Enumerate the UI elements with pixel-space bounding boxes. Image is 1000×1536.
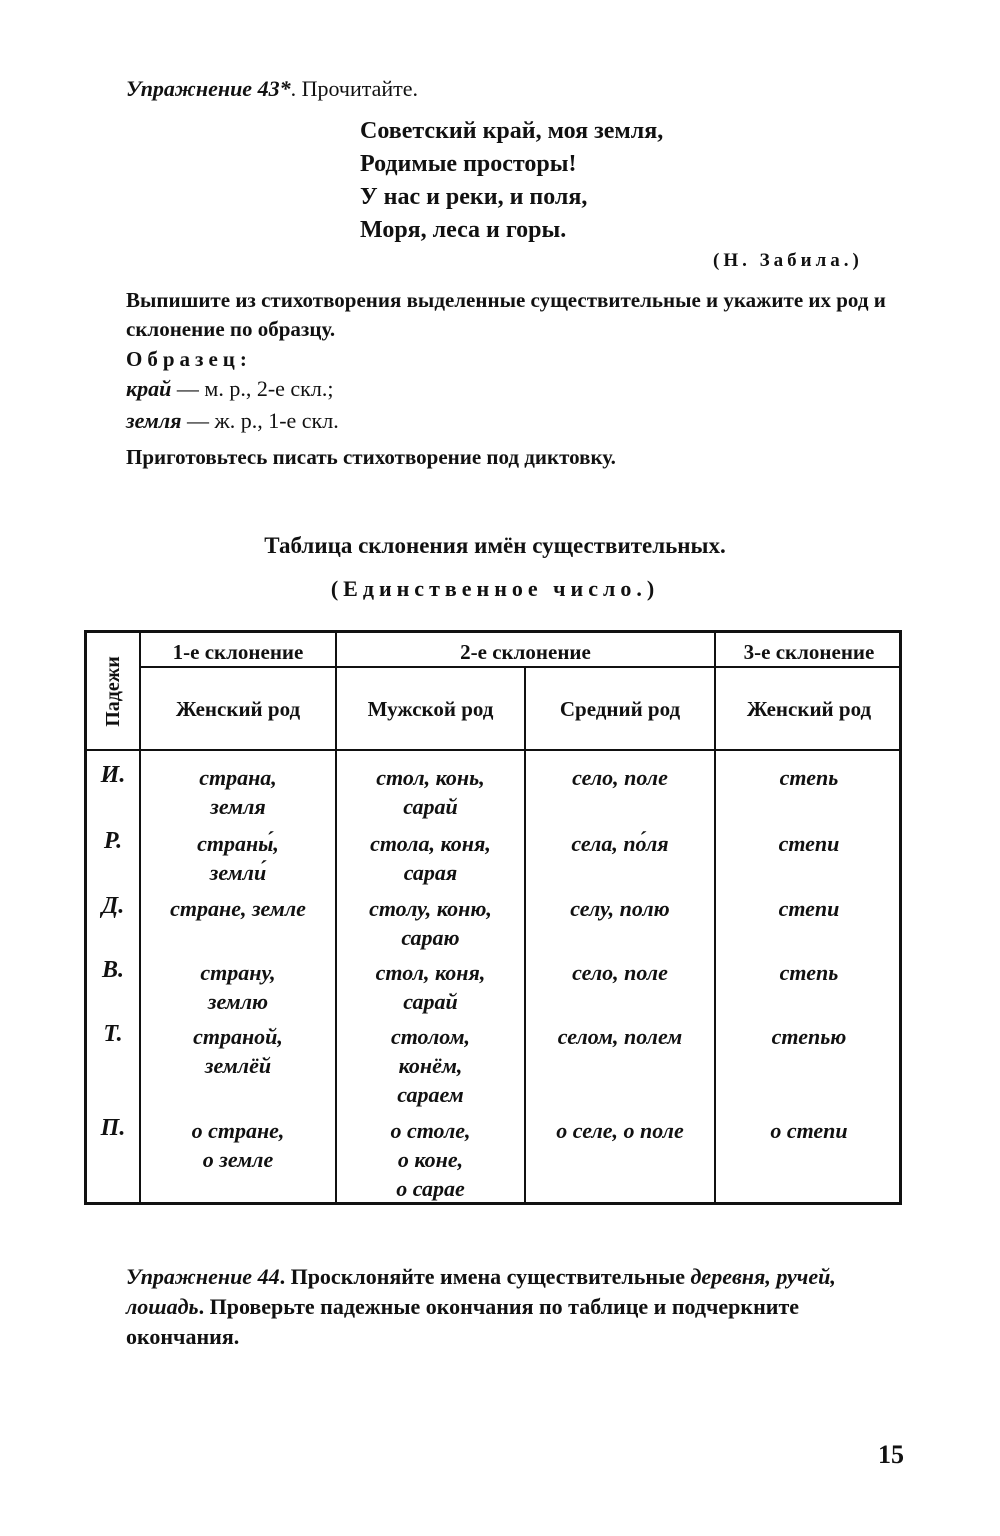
table-cell: селу, полю xyxy=(570,896,670,921)
table-cell: степь xyxy=(779,765,839,790)
exercise-44-text-1: . Просклоняйте имена существительные xyxy=(279,1264,691,1289)
case-label: Р. xyxy=(103,828,123,854)
exercise-43-heading xyxy=(126,76,418,102)
prepare-text: Приготовьтесь писать стихотворение под диктовку. xyxy=(126,445,616,469)
table-cell: о степи xyxy=(770,1118,848,1143)
table-cell: страна, земля xyxy=(199,765,277,819)
cases-header-label: Падежи xyxy=(101,655,124,727)
gender-header: Мужской род xyxy=(367,697,494,721)
table-cell: селом, полем xyxy=(557,1024,683,1049)
exercise-44-words: деревня, ручей, лошадь xyxy=(126,1264,836,1319)
case-label: В. xyxy=(101,957,124,983)
case-label: И. xyxy=(100,762,126,788)
table-hline xyxy=(141,666,899,668)
exercise-44-text-2: . Проверьте падежные окончания по таблице и подчеркните окончания. xyxy=(126,1294,800,1349)
sample-rest-1: — м. р., 2-е скл.; xyxy=(171,376,334,401)
exercise-44-label: Упражнение 44 xyxy=(126,1264,280,1289)
table-cell: о столе, о коне, о сарае xyxy=(390,1118,471,1201)
page-number: 15 xyxy=(878,1440,904,1469)
table-cell: стране, земле xyxy=(170,896,306,921)
table-cell: степи xyxy=(778,831,840,856)
gender-header: Женский род xyxy=(746,697,872,721)
sample-line-2 xyxy=(126,408,339,434)
table-cell: стол, коня, сарай xyxy=(375,960,486,1014)
case-label: П. xyxy=(100,1115,126,1141)
cases-header xyxy=(87,633,139,749)
declension-3-header: 3-е склонение xyxy=(743,640,875,664)
declension-2-header: 2-е склонение xyxy=(460,640,591,664)
table-hline xyxy=(87,749,899,751)
table-cell: о селе, о поле xyxy=(556,1118,684,1143)
table-subtitle: (Единственное число.) xyxy=(330,576,660,601)
table-cell: стол, конь, сарай xyxy=(376,765,485,819)
sample-label: Образец: xyxy=(126,347,252,371)
table-title: Таблица склонения имён существительных. xyxy=(264,533,726,558)
poem-line-1: Советский край, моя земля, xyxy=(360,118,664,144)
table-cell: страну, землю xyxy=(200,960,276,1014)
gender-header: Средний род xyxy=(559,697,681,721)
sample-line-1 xyxy=(126,376,333,402)
declension-1-header: 1-е склонение xyxy=(172,640,304,664)
table-cell: столом, конём, сараем xyxy=(390,1024,471,1107)
table-cell: село, поле xyxy=(572,960,668,985)
sample-word-2: земля xyxy=(126,408,182,433)
exercise-43-label: Упражнение 43* xyxy=(126,76,291,101)
exercise-43-text: . Прочитайте. xyxy=(290,76,419,101)
table-cell: стола, коня, сарая xyxy=(370,831,491,885)
table-cell: села, по́ля xyxy=(571,831,669,856)
instruction-text: Выпишите из стихотворения выделенные существительные и укажите их род и склонение по образцу. xyxy=(126,288,886,341)
table-cell: страны́, земли́ xyxy=(197,831,279,885)
sample-rest-2: — ж. р., 1-е скл. xyxy=(181,408,339,433)
table-cell: степь xyxy=(779,960,839,985)
poem-line-2: Родимые просторы! xyxy=(360,151,577,177)
poem-line-4: Моря, леса и горы. xyxy=(360,217,567,243)
sample-word-1: край xyxy=(126,376,172,401)
table-cell: страной, землёй xyxy=(193,1024,283,1078)
poem-line-3: У нас и реки, и поля, xyxy=(360,184,588,210)
declension-table xyxy=(84,630,902,1205)
exercise-44-paragraph xyxy=(126,1262,916,1352)
table-cell: село, поле xyxy=(572,765,668,790)
case-label: Т. xyxy=(103,1021,123,1047)
gender-header: Женский род xyxy=(175,697,301,721)
poem-author: (Н. Забила.) xyxy=(713,250,863,271)
table-cell: столу, коню, сараю xyxy=(369,896,492,950)
table-cell: о стране, о земле xyxy=(191,1118,285,1172)
case-label: Д. xyxy=(101,893,125,919)
table-cell: степью xyxy=(771,1024,847,1049)
table-cell: степи xyxy=(778,896,840,921)
